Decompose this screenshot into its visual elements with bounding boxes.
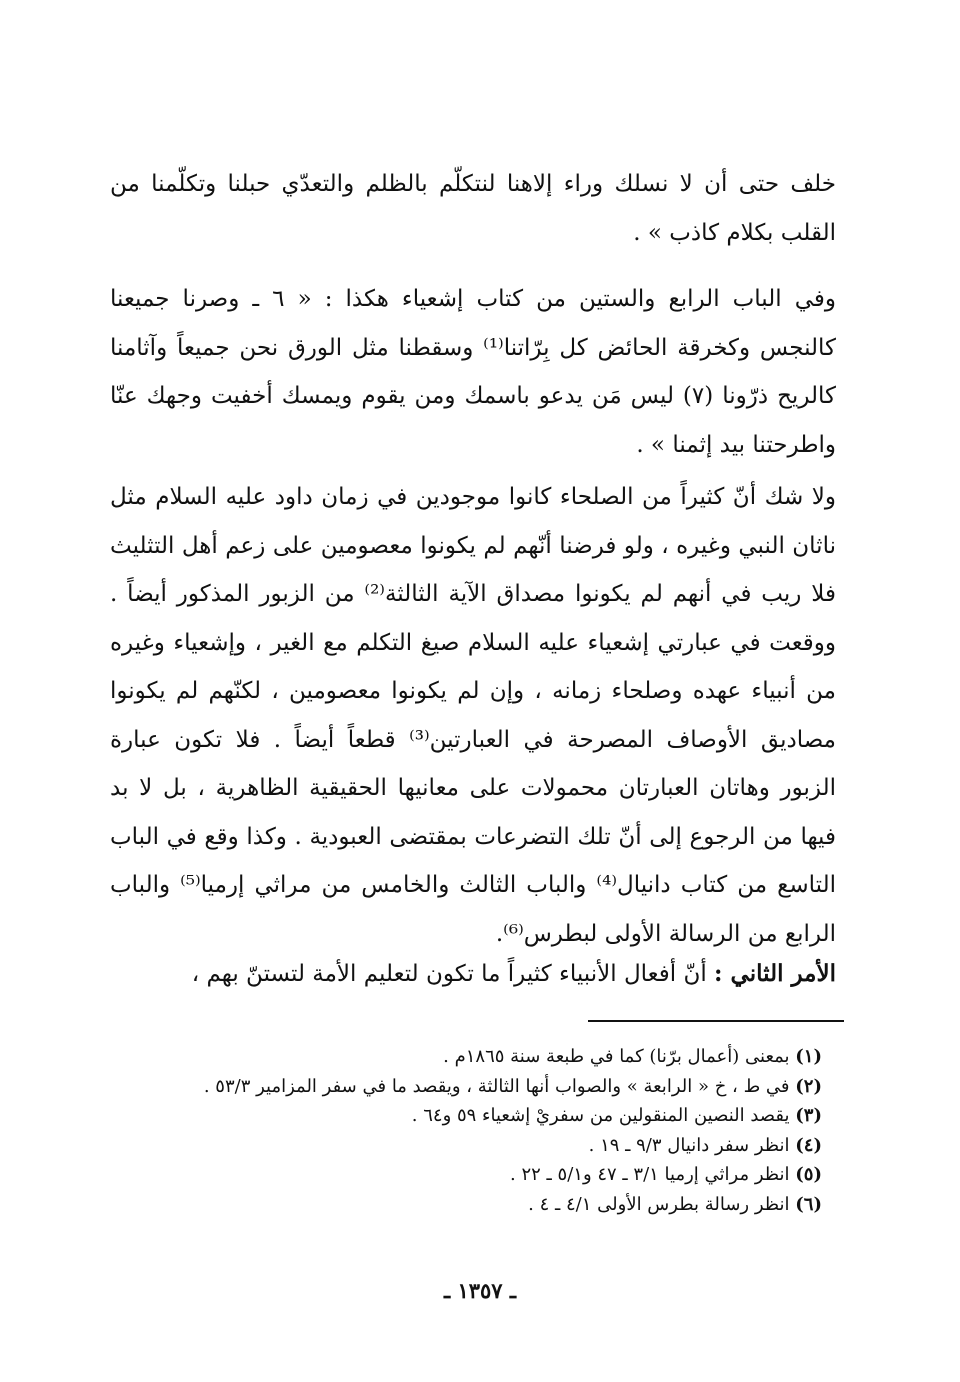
footnote-item: [110, 1160, 822, 1190]
footnote-marker: (٦): [795, 1193, 822, 1215]
footnote-marker: (٤): [795, 1134, 822, 1156]
footnote-item: [110, 1101, 822, 1131]
footnote-item: [110, 1190, 822, 1220]
paragraph-1: [110, 160, 836, 257]
paragraph-3-text: ولا شك أنّ كثيراً من الصلحاء كانوا موجودين في زمان داود عليه السلام مثل ناثان النبي وغيره ، ولو فرضنا أنّهم لم يكونوا معصومين على زعم أهل التثليث فلا ريب في أنهم لم يكونوا مصداق الآية الثالثة⁽²⁾ من الزبور المذكور أيضاً . ووقعت في عبارتي إشعياء عليه السلام صيغ التكلم مع الغير ، وإشعياء وغيره من أنبياء عهده وصلحاء زمانه ، وإن لم يكونوا معصومين ، لكنّهم لم يكونوا مصاديق الأوصاف المصرحة في العبارتين⁽³⁾ قطعاً أيضاً . فلا تكون عبارة الزبور وهاتان العبارتان محمولات على معانيها الحقيقية الظاهرية ، بل لا بد فيها من الرجوع إلى أنّ تلك التضرعات بمقتضى العبودية . وكذا وقع في الباب التاسع من كتاب دانيال⁽⁴⁾ والباب الثالث والخامس من مراثي إرميا⁽⁵⁾ والباب الرابع من الرسالة الأولى لبطرس⁽⁶⁾.: [110, 484, 836, 947]
footnote-item: [110, 1072, 822, 1102]
footnote-text: انظر سفر دانيال ٩/٣ ـ ١٩ .: [588, 1134, 796, 1156]
footnote-item: [110, 1042, 822, 1072]
footnote-marker: (٣): [795, 1105, 822, 1126]
paragraph-2: [110, 275, 836, 469]
paragraph-3: [110, 473, 836, 958]
footnote-separator: [588, 1020, 844, 1022]
footnote-marker: (٢): [795, 1075, 822, 1097]
paragraph-4-body: أنّ أفعال الأنبياء كثيراً ما تكون لتعليم الأمة لتستنّ بهم ،: [191, 961, 715, 987]
footnote-text: انظر مراثي إرميا ٣/١ ـ ٤٧ و٥/١ ـ ٢٢ .: [510, 1164, 796, 1185]
footnote-text: يقصد النصين المنقولين من سفريْ إشعياء ٥٩ و٦٤ .: [411, 1105, 796, 1126]
footnote-text: انظر رسالة بطرس الأولى ٤/١ ـ ٤ .: [528, 1193, 796, 1215]
footnote-marker: (٥): [795, 1164, 822, 1185]
paragraph-4-lead-term: الأمر الثاني :: [714, 960, 836, 987]
footnotes-list: [110, 1042, 822, 1219]
footnote-item: [110, 1131, 822, 1161]
footnote-marker: (١): [795, 1046, 822, 1067]
footnote-text: بمعنى (أعمال برّنا) كما في طبعة سنة ١٨٦٥م .: [443, 1046, 796, 1067]
paragraph-4: [110, 950, 836, 999]
footnote-text: في ط ، خ « الرابعة » والصواب أنها الثالثة ، ويقصد ما في سفر المزامير ٥٣/٣ .: [203, 1075, 796, 1097]
paragraph-4-text: [110, 950, 836, 999]
page-number: ـ ١٣٥٧ ـ: [443, 1278, 517, 1303]
paragraph-1-text: خلف حتى أن لا نسلك وراء إلاهنا لنتكلّم بالظلم والتعدّي حبلنا وتكلّمنا من القلب بكلام كاذب » .: [110, 171, 836, 246]
paragraph-2-text: وفي الباب الرابع والستين من كتاب إشعياء هكذا : « ٦ ـ وصرنا جميعنا كالنجس وكخرقة الحائض كل بِرّاتنا⁽¹⁾ وسقطنا مثل الورق نحن جميعاً وآثامنا كالريح ذرّونا (٧) ليس مَن يدعو باسمك ومن يقوم ويمسك أخفيت وجهك عنّا واطرحتنا بيد إثمنا » .: [110, 286, 837, 458]
